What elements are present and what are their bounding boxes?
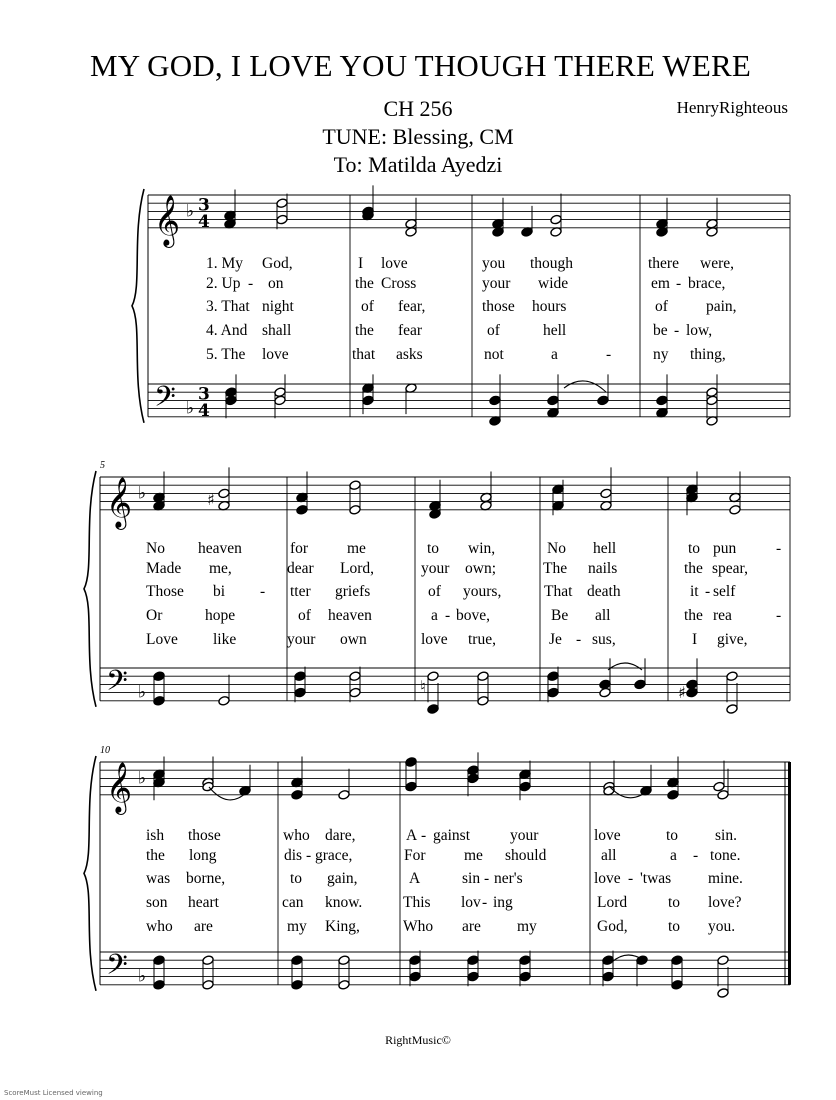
lyric-syllable: God, xyxy=(597,918,628,935)
lyric-syllable: 5. The xyxy=(206,346,246,363)
lyric-syllable: Je xyxy=(549,631,562,648)
treble-note-head xyxy=(276,198,288,209)
lyric-syllable: heaven xyxy=(328,607,372,624)
treble-note-head xyxy=(729,504,741,515)
lyric-syllable: know. xyxy=(325,894,363,911)
lyric-syllable: me xyxy=(464,847,483,864)
lyric-syllable: like xyxy=(213,631,237,648)
lyric-syllable: to xyxy=(427,540,440,557)
bass-note-head xyxy=(153,695,165,706)
lyric-syllable: the xyxy=(355,275,374,292)
bass-note-head xyxy=(477,671,489,682)
lyric-syllable: your xyxy=(510,827,539,844)
lyric-syllable: love? xyxy=(708,894,742,911)
bass-note-head xyxy=(202,979,214,990)
bass-note-head xyxy=(686,687,698,698)
bass-note-head xyxy=(153,979,165,990)
lyric-syllable: - xyxy=(676,275,682,292)
natural-sign-icon: ♮ xyxy=(420,677,426,696)
lyric-syllable: of xyxy=(655,298,668,315)
bass-note-head xyxy=(519,971,531,982)
lyric-syllable: give, xyxy=(717,631,748,648)
lyric-syllable: sin xyxy=(462,870,481,887)
lyric-syllable: should xyxy=(505,847,547,864)
lyric-syllable: - xyxy=(674,322,680,339)
lyric-syllable: A xyxy=(406,827,418,844)
lyric-syllable: - xyxy=(484,870,490,887)
lyrics-system-2 xyxy=(146,540,781,648)
lyric-syllable: pain, xyxy=(706,298,737,315)
lyric-syllable: wide xyxy=(538,275,569,292)
lyric-syllable: love xyxy=(594,827,621,844)
lyric-syllable: to xyxy=(666,827,679,844)
bass-note-head xyxy=(519,955,531,966)
lyric-syllable: on xyxy=(268,275,284,292)
bass-note-head xyxy=(291,955,303,966)
treble-note-head xyxy=(667,789,679,800)
lyric-syllable: of xyxy=(298,607,311,624)
lyric-syllable: a xyxy=(551,346,558,363)
lyric-syllable: bove, xyxy=(456,607,491,624)
lyric-syllable: Who xyxy=(403,918,434,935)
bass-note-head xyxy=(602,971,614,982)
lyric-syllable: Or xyxy=(146,607,163,624)
flat-sign-icon: ♭ xyxy=(138,682,147,703)
lyric-syllable: 'twas xyxy=(640,870,672,887)
treble-note-head xyxy=(349,480,361,491)
lyric-syllable: my xyxy=(287,918,307,935)
lyric-syllable: asks xyxy=(396,346,423,363)
bass-note-head xyxy=(225,395,237,406)
lyric-syllable: heaven xyxy=(198,540,242,557)
lyric-syllable: nails xyxy=(588,560,618,577)
bass-note-head xyxy=(602,955,614,966)
lyric-syllable: pun xyxy=(713,540,737,557)
final-barline-thick xyxy=(788,762,791,985)
slur xyxy=(564,381,606,392)
lyric-syllable: fear xyxy=(398,322,423,339)
lyric-syllable: brace, xyxy=(688,275,726,292)
bass-clef-icon: 𝄢 xyxy=(106,948,128,989)
lyric-syllable: 3. That xyxy=(206,298,250,315)
lyric-syllable: not xyxy=(484,346,504,363)
lyric-syllable: the xyxy=(684,560,703,577)
lyric-syllable: those xyxy=(188,827,221,844)
lyric-syllable: - xyxy=(776,607,782,624)
lyric-syllable: self xyxy=(713,583,736,600)
lyric-syllable: spear, xyxy=(712,560,748,577)
bass-note-head xyxy=(717,955,729,966)
treble-clef-icon: 𝄞 xyxy=(106,761,133,813)
lyric-syllable: all xyxy=(595,607,611,624)
lyric-syllable: ny xyxy=(653,346,669,363)
bass-note-head xyxy=(409,955,421,966)
bass-note-head xyxy=(202,955,214,966)
lyric-syllable: grace, xyxy=(315,847,353,864)
lyric-syllable: love xyxy=(421,631,448,648)
lyric-syllable: shall xyxy=(262,322,292,339)
treble-note-head xyxy=(276,214,288,225)
lyric-syllable: though xyxy=(530,255,574,272)
lyric-syllable: Lord xyxy=(597,894,628,911)
brace xyxy=(84,471,96,707)
lyric-syllable: was xyxy=(146,870,171,887)
lyric-syllable: of xyxy=(361,298,374,315)
lyric-syllable: - xyxy=(421,827,427,844)
lyric-syllable: 2. Up xyxy=(206,275,241,292)
sharp-sign-icon: ♯ xyxy=(207,490,215,509)
lyric-syllable: own xyxy=(340,631,367,648)
lyric-syllable: for xyxy=(290,540,309,557)
time-signature-top: 3 xyxy=(198,384,210,405)
bass-note-head xyxy=(349,687,361,698)
lyric-syllable: No xyxy=(547,540,566,557)
lyric-syllable: 4. And xyxy=(206,322,248,339)
lyric-syllable: I xyxy=(358,255,364,272)
bass-note-head xyxy=(427,704,439,715)
lyric-syllable: it xyxy=(690,583,699,600)
flat-sign-icon: ♭ xyxy=(138,768,147,789)
bass-note-head xyxy=(338,955,350,966)
lyric-syllable: ner's xyxy=(494,870,523,887)
lyric-syllable: God, xyxy=(262,255,293,272)
bass-note-head xyxy=(489,395,501,406)
lyric-syllable: No xyxy=(146,540,165,557)
lyric-syllable: Those xyxy=(146,583,184,600)
treble-clef-icon: 𝄞 xyxy=(106,476,133,528)
bass-note-head xyxy=(477,695,489,706)
time-signature-bottom: 4 xyxy=(198,211,210,232)
lyric-syllable: - xyxy=(628,870,634,887)
lyric-syllable: 1. My xyxy=(206,255,244,272)
lyric-syllable: bi xyxy=(213,583,226,600)
lyric-syllable: em xyxy=(651,275,670,292)
lyric-syllable: - xyxy=(260,583,266,600)
lyric-syllable: that xyxy=(352,346,376,363)
measure-number: 10 xyxy=(100,745,110,756)
lyric-syllable: those xyxy=(482,298,515,315)
lyric-syllable: heart xyxy=(188,894,219,911)
lyric-syllable: there xyxy=(648,255,679,272)
lyric-syllable: be xyxy=(653,322,668,339)
lyric-syllable: death xyxy=(587,583,621,600)
measure-number: 5 xyxy=(100,460,105,471)
lyric-syllable: to xyxy=(668,918,681,935)
lyric-syllable: long xyxy=(189,847,217,864)
bass-note-head xyxy=(409,971,421,982)
bass-note-head xyxy=(726,704,738,715)
lyric-syllable: you xyxy=(482,255,506,272)
bass-note-head xyxy=(467,955,479,966)
bass-note-head xyxy=(634,679,646,690)
treble-note-head xyxy=(467,773,479,784)
hymn-title: MY GOD, I LOVE YOU THOUGH THERE WERE xyxy=(90,48,752,83)
notes-system-2 xyxy=(153,467,741,714)
lyric-syllable: the xyxy=(355,322,374,339)
lyric-syllable: I xyxy=(692,631,698,648)
lyric-syllable: This xyxy=(403,894,431,911)
bass-note-head xyxy=(717,988,729,999)
bass-note-head xyxy=(547,671,559,682)
bass-note-head xyxy=(547,395,559,406)
lyric-syllable: - xyxy=(445,607,451,624)
bass-note-head xyxy=(349,671,361,682)
bass-note-head xyxy=(338,979,350,990)
bass-note-head xyxy=(656,395,668,406)
lyric-syllable: ish xyxy=(146,827,165,844)
bass-note-head xyxy=(362,395,374,406)
lyric-syllable: tone. xyxy=(710,847,741,864)
lyric-syllable: me xyxy=(347,540,366,557)
lyric-syllable: low, xyxy=(686,322,713,339)
bass-note-head xyxy=(547,687,559,698)
lyric-syllable: ing xyxy=(493,894,513,911)
lyric-syllable: true, xyxy=(468,631,496,648)
lyric-syllable: love xyxy=(381,255,408,272)
lyric-syllable: - xyxy=(576,631,582,648)
lyric-syllable: who xyxy=(146,918,173,935)
lyric-syllable: a xyxy=(431,607,438,624)
lyric-syllable: my xyxy=(517,918,537,935)
treble-clef-icon: 𝄞 xyxy=(154,194,181,246)
bass-note-head xyxy=(291,979,303,990)
lyric-syllable: dear xyxy=(287,560,314,577)
lyric-syllable: all xyxy=(601,847,617,864)
lyric-syllable: Made xyxy=(146,560,182,577)
lyrics-system-1 xyxy=(206,255,737,363)
lyric-syllable: hours xyxy=(532,298,567,315)
time-signature-bottom: 4 xyxy=(198,400,210,421)
watermark: ScoreMust Licensed viewing xyxy=(4,1089,103,1097)
time-signature-top: 3 xyxy=(198,195,210,216)
treble-note-head xyxy=(600,488,612,499)
hymn-number: CH 256 xyxy=(383,96,453,121)
lyric-syllable: to xyxy=(290,870,303,887)
lyric-syllable: yours, xyxy=(463,583,502,600)
lyric-syllable: your xyxy=(482,275,511,292)
bass-clef-icon: 𝄢 xyxy=(106,664,128,705)
lyric-syllable: gainst xyxy=(433,827,471,844)
treble-note-head xyxy=(296,504,308,515)
lyric-syllable: Lord, xyxy=(340,560,375,577)
flat-sign-icon: ♭ xyxy=(186,201,195,222)
bass-clef-icon: 𝄢 xyxy=(154,380,176,421)
lyric-syllable: King, xyxy=(325,918,360,935)
composer-credit: HenryRighteous xyxy=(676,98,788,117)
lyric-syllable: love xyxy=(262,346,289,363)
lyric-syllable: griefs xyxy=(335,583,371,600)
lyric-syllable: - xyxy=(606,346,612,363)
system-3 xyxy=(84,745,791,991)
treble-note-head xyxy=(519,781,531,792)
lyric-syllable: of xyxy=(428,583,441,600)
brace xyxy=(84,756,96,991)
flat-sign-icon: ♭ xyxy=(138,483,147,504)
bass-note-head xyxy=(294,671,306,682)
lyric-syllable: your xyxy=(287,631,316,648)
lyric-syllable: A xyxy=(409,870,421,887)
lyric-syllable: to xyxy=(668,894,681,911)
slur xyxy=(608,663,642,670)
lyric-syllable: gain, xyxy=(327,870,358,887)
lyric-syllable: sin. xyxy=(715,827,737,844)
lyric-syllable: a xyxy=(670,847,677,864)
lyric-syllable: me, xyxy=(209,560,232,577)
lyric-syllable: hell xyxy=(543,322,567,339)
lyric-syllable: Love xyxy=(146,631,178,648)
lyrics-system-3 xyxy=(146,827,743,935)
treble-note-head xyxy=(405,781,417,792)
bass-note-head xyxy=(218,695,230,706)
lyric-syllable: are xyxy=(194,918,213,935)
lyric-syllable: night xyxy=(262,298,294,315)
lyric-syllable: - xyxy=(306,847,312,864)
lyric-syllable: win, xyxy=(468,540,496,557)
treble-note-head xyxy=(349,504,361,515)
bass-note-head xyxy=(153,955,165,966)
lyric-syllable: - xyxy=(482,894,488,911)
treble-note-head xyxy=(550,214,562,225)
lyric-syllable: - xyxy=(776,540,782,557)
lyric-syllable: dare, xyxy=(325,827,356,844)
sharp-sign-icon: ♯ xyxy=(678,683,686,702)
brace xyxy=(132,189,144,423)
bass-note-head xyxy=(153,671,165,682)
lyric-syllable: thing, xyxy=(690,346,726,363)
bass-note-head xyxy=(467,971,479,982)
bass-note-head xyxy=(726,671,738,682)
bass-note-head xyxy=(274,395,286,406)
lyric-syllable: who xyxy=(283,827,310,844)
lyric-syllable: you. xyxy=(708,918,736,935)
lyric-syllable: of xyxy=(487,322,500,339)
lyric-syllable: - xyxy=(693,847,699,864)
bass-note-head xyxy=(599,687,611,698)
lyric-syllable: hell xyxy=(593,540,617,557)
flat-sign-icon: ♭ xyxy=(186,398,195,419)
lyric-syllable: the xyxy=(146,847,165,864)
lyric-syllable: the xyxy=(684,607,703,624)
lyric-syllable: love xyxy=(594,870,621,887)
treble-note-head xyxy=(291,789,303,800)
lyric-syllable: sus, xyxy=(592,631,616,648)
lyric-syllable: are xyxy=(462,918,481,935)
lyric-syllable: your xyxy=(421,560,450,577)
lyric-syllable: mine. xyxy=(708,870,743,887)
lyric-syllable: lov xyxy=(461,894,481,911)
lyric-syllable: Cross xyxy=(381,275,417,292)
lyric-syllable: dis xyxy=(284,847,303,864)
lyric-syllable: borne, xyxy=(186,870,226,887)
bass-note-head xyxy=(671,979,683,990)
tune-name: TUNE: Blessing, CM xyxy=(322,124,514,149)
lyric-syllable: Be xyxy=(551,607,569,624)
bass-note-head xyxy=(671,955,683,966)
lyric-syllable: For xyxy=(404,847,426,864)
lyric-syllable: tter xyxy=(290,583,311,600)
lyric-syllable: were, xyxy=(700,255,734,272)
treble-note-head xyxy=(405,757,417,768)
lyric-syllable: own; xyxy=(465,560,496,577)
lyric-syllable: - xyxy=(248,275,254,292)
treble-note-head xyxy=(338,789,350,800)
notes-system-1 xyxy=(224,185,718,426)
dedication: To: Matilda Ayedzi xyxy=(333,152,503,177)
bass-note-head xyxy=(706,395,718,406)
lyric-syllable: hope xyxy=(205,607,236,624)
lyric-syllable: - xyxy=(705,583,711,600)
lyric-syllable: The xyxy=(543,560,568,577)
publisher-footer: RightMusic© xyxy=(385,1033,451,1047)
flat-sign-icon: ♭ xyxy=(138,966,147,987)
lyric-syllable: son xyxy=(146,894,168,911)
lyric-syllable: That xyxy=(544,583,573,600)
lyric-syllable: rea xyxy=(713,607,732,624)
bass-note-head xyxy=(427,671,439,682)
lyric-syllable: fear, xyxy=(398,298,426,315)
lyric-syllable: can xyxy=(282,894,304,911)
bass-note-head xyxy=(294,687,306,698)
bass-note-head xyxy=(597,395,609,406)
treble-note-head xyxy=(218,488,230,499)
lyric-syllable: to xyxy=(688,540,701,557)
